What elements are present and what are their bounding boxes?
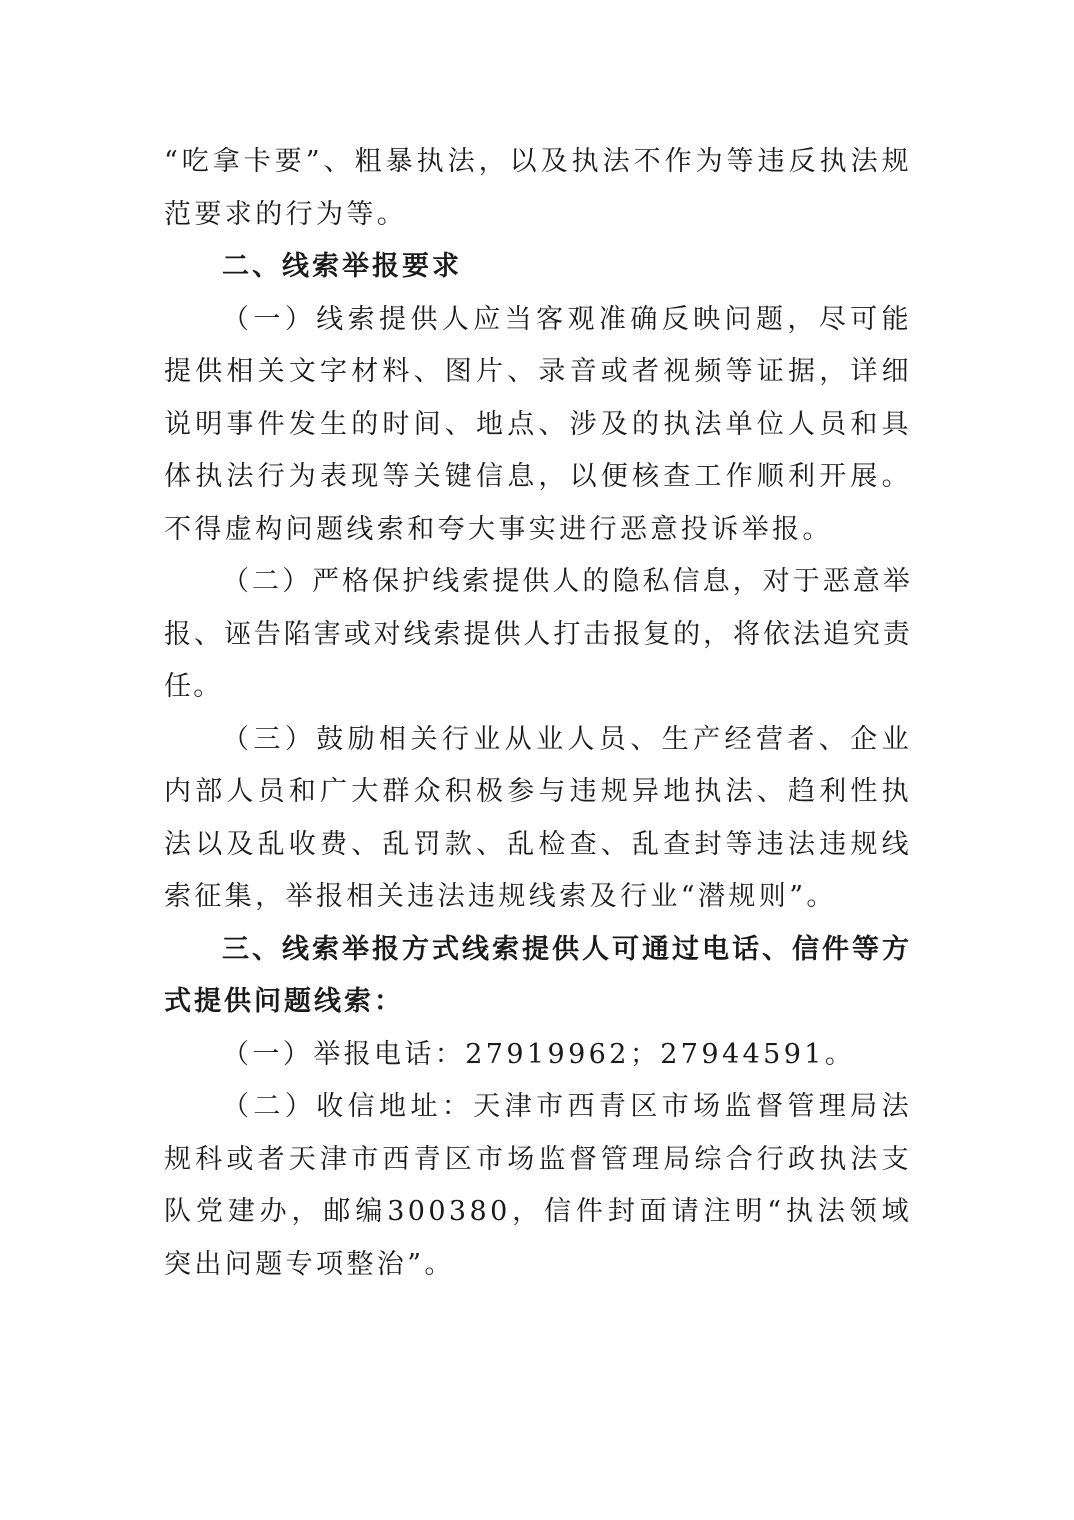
- paragraph-intro-continuation: “吃拿卡要”、粗暴执法，以及执法不作为等违反执法规范要求的行为等。: [164, 146, 912, 230]
- paragraph-requirement-2: （二）严格保护线索提供人的隐私信息，对于恶意举报、诬告陷害或对线索提供人打击报复的，将依法追究责任。: [164, 566, 912, 702]
- section-heading-2: 二、线索举报要求: [222, 251, 462, 282]
- section-heading-3: 三、线索举报方式线索提供人可通过电话、信件等方式提供问题线索：: [164, 933, 912, 1017]
- paragraph-requirement-3: （三）鼓励相关行业从业人员、生产经营者、企业内部人员和广大群众积极参与违规异地执法、趋利性执法以及乱收费、乱罚款、乱检查、乱查封等违法违规线索征集，举报相关违法违规线索及行业“潜规则”。: [164, 723, 912, 912]
- paragraph-requirement-1: （一）线索提供人应当客观准确反映问题，尽可能提供相关文字材料、图片、录音或者视频等证据，详细说明事件发生的时间、地点、涉及的执法单位人员和具体执法行为表现等关键信息，以便核查工作顺利开展。不得虚构问题线索和夸大事实进行恶意投诉举报。: [164, 303, 912, 545]
- paragraph-phone: （一）举报电话：27919962；27944591。: [222, 1038, 856, 1070]
- document-body: [164, 136, 912, 1291]
- paragraph-mail-address: （二）收信地址：天津市西青区市场监督管理局法规科或者天津市西青区市场监督管理局综合行政执法支队党建办，邮编300380，信件封面请注明“执法领域突出问题专项整治”。: [164, 1091, 912, 1280]
